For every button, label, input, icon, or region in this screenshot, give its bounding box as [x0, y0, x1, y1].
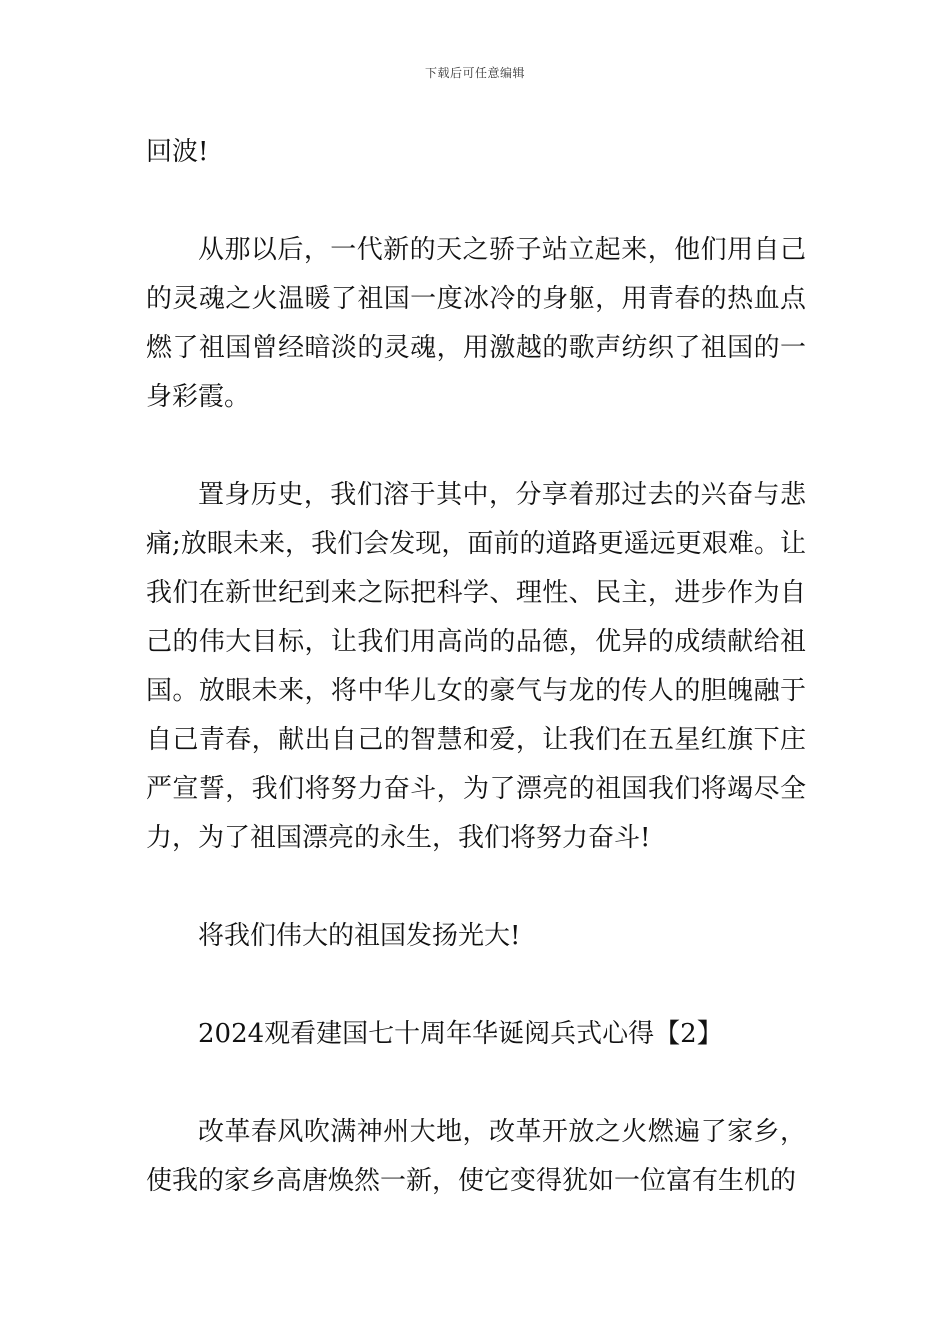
paragraph-1: 从那以后，一代新的天之骄子站立起来，他们用自己的灵魂之火温暖了祖国一度冰冷的身躯，用青春的热血点燃了祖国曾经暗淡的灵魂，用激越的歌声纺织了祖国的一身彩霞。: [146, 235, 806, 412]
section-heading: 2024观看建国七十周年华诞阅兵式心得【2】: [198, 1019, 723, 1049]
header-note: 下载后可任意编辑: [424, 66, 525, 80]
paragraph-4: 改革春风吹满神州大地，改革开放之火燃遍了家乡，使我的家乡高唐焕然一新，使它变得犹如一位富有生机的: [146, 1117, 806, 1196]
paragraph-2: 置身历史，我们溶于其中，分享着那过去的兴奋与悲痛;放眼未来，我们会发现，面前的道路更遥远更艰难。让我们在新世纪到来之际把科学、理性、民主，进步作为自己的伟大目标，让我们用高尚的品德，优异的成绩献给祖国。放眼未来，将中华儿女的豪气与龙的传人的胆魄融于自己青春，献出自己的智慧和爱，让我们在五星红旗下庄严宣誓，我们将努力奋斗，为了漂亮的祖国我们将竭尽全力，为了祖国漂亮的永生，我们将努力奋斗!: [146, 480, 806, 853]
paragraph-continuation: 回波!: [146, 137, 209, 167]
document-body: [146, 128, 806, 1206]
paragraph-3: 将我们伟大的祖国发扬光大!: [198, 921, 521, 951]
